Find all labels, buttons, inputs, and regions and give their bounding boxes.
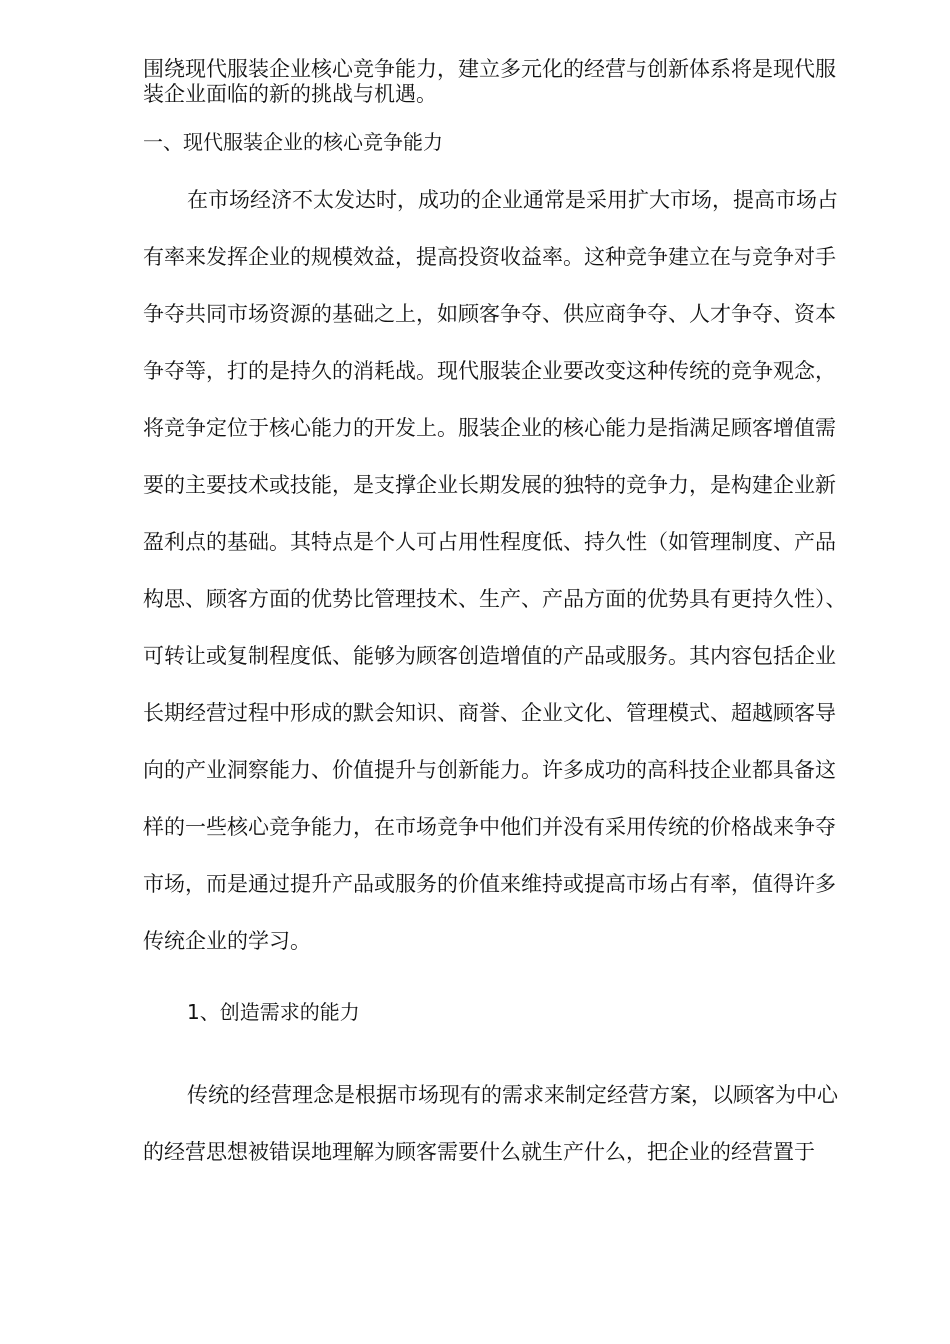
intro-line-1: 围绕现代服装企业核心竞争能力，建立多元化的经营与创新体系将是现代服 — [143, 57, 836, 81]
paragraph-line: 市场，而是通过提升产品或服务的价值来维持或提高市场占有率，值得许多 — [143, 872, 836, 896]
paragraph-line: 在市场经济不太发达时，成功的企业通常是采用扩大市场，提高市场占 — [187, 188, 838, 212]
paragraph-line: 争夺等，打的是持久的消耗战。现代服装企业要改变这种传统的竞争观念， — [143, 359, 836, 383]
paragraph-line: 的经营思想被错误地理解为顾客需要什么就生产什么，把企业的经营置于 — [143, 1140, 815, 1164]
paragraph-line: 可转让或复制程度低、能够为顾客创造增值的产品或服务。其内容包括企业 — [143, 644, 836, 668]
paragraph-line: 长期经营过程中形成的默会知识、商誉、企业文化、管理模式、超越顾客导 — [143, 701, 836, 725]
paragraph-line: 构思、顾客方面的优势比管理技术、生产、产品方面的优势具有更持久性）、 — [143, 587, 847, 611]
paragraph-line: 争夺共同市场资源的基础之上，如顾客争夺、供应商争夺、人才争夺、资本 — [143, 302, 836, 326]
paragraph-line: 有率来发挥企业的规模效益，提高投资收益率。这种竞争建立在与竞争对手 — [143, 245, 836, 269]
intro-line-2: 装企业面临的新的挑战与机遇。 — [143, 82, 437, 106]
section-heading: 一、现代服装企业的核心竞争能力 — [143, 130, 443, 154]
paragraph-line: 盈利点的基础。其特点是个人可占用性程度低、持久性（如管理制度、产品 — [143, 530, 836, 554]
paragraph-line: 要的主要技术或技能，是支撑企业长期发展的独特的竞争力，是构建企业新 — [143, 473, 836, 497]
paragraph-line: 传统企业的学习。 — [143, 929, 311, 953]
paragraph-line: 向的产业洞察能力、价值提升与创新能力。许多成功的高科技企业都具备这 — [143, 758, 836, 782]
paragraph-line: 样的一些核心竞争能力，在市场竞争中他们并没有采用传统的价格战来争夺 — [143, 815, 836, 839]
paragraph-line: 将竞争定位于核心能力的开发上。服装企业的核心能力是指满足顾客增值需 — [143, 416, 836, 440]
subsection-heading: 1、创造需求的能力 — [187, 1000, 360, 1024]
paragraph-line: 传统的经营理念是根据市场现有的需求来制定经营方案，以顾客为中心 — [187, 1083, 838, 1107]
